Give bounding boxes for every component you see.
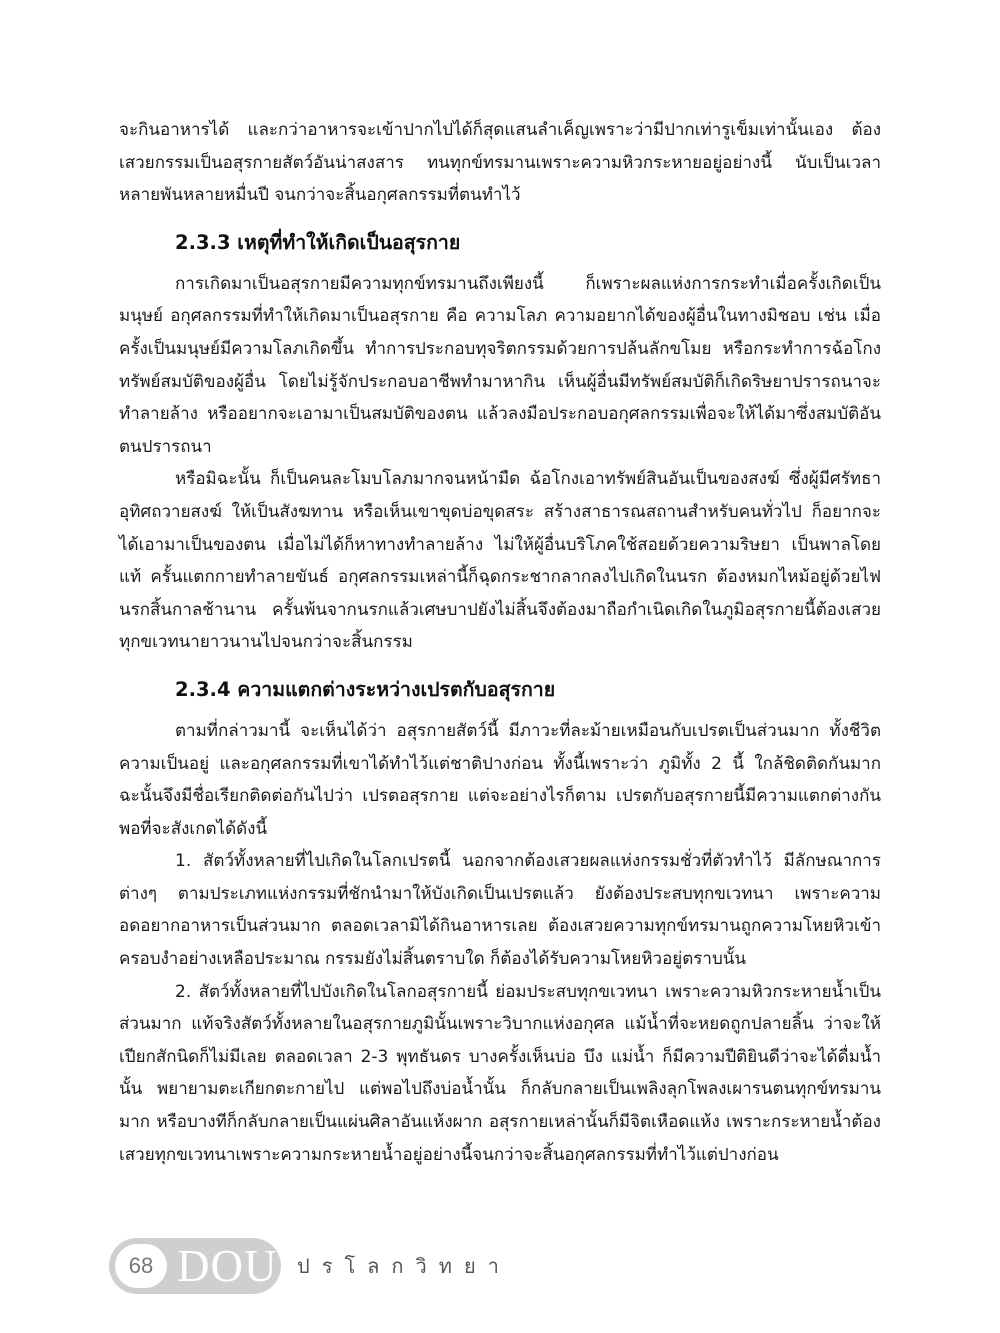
- body-text: [119, 114, 881, 1171]
- paragraph-5: 1. สัตว์ทั้งหลายที่ไปเกิดในโลกเปรตนี้ นอกจากต้องเสวยผลแห่งกรรมชั่วที่ตัวทำไว้ มีลักษณาการต่างๆ ตามประเภทแห่งกรรมที่ชักนำมาให้บังเกิดเป็นเปรตแล้ว ยังต้องประสบทุกขเวทนา เพราะความอดอยากอาหารเป็นส่วนมาก ตลอดเวลามิได้กินอาหารเลย ต้องเสวยความทุกข์ทรมานถูกความโหยหิวเข้าครอบงำอย่างเหลือประมาณ กรรมยังไม่สิ้นตราบใด ก็ต้องได้รับความโหยหิวอยู่ตราบนั้น: [119, 851, 881, 970]
- paragraph-1: จะกินอาหารได้ และกว่าอาหารจะเข้าปากไปได้ก็สุดแสนลำเค็ญเพราะว่ามีปากเท่ารูเข็มเท่านั้นเอง ต้องเสวยกรรมเป็นอสุรกายสัตว์อันน่าสงสาร ทนทุกข์ทรมานเพราะความหิวกระหายอยู่อย่างนี้ นับเป็นเวลาหลายพันหลายหมื่นปี จนกว่าจะสิ้นอกุศลกรรมที่ตนทำไว้: [119, 120, 881, 206]
- paragraph-6: 2. สัตว์ทั้งหลายที่ไปบังเกิดในโลกอสุรกายนี้ ย่อมประสบทุกขเวทนา เพราะความหิวกระหายน้ำเป็นส่วนมาก แท้จริงสัตว์ทั้งหลายในอสุรกายภูมินั้นเพราะวิบากแห่งอกุศล แม้น้ำที่จะหยดถูกปลายลิ้น ว่าจะให้เปียกสักนิดก็ไม่มีเลย ตลอดเวลา 2-3 พุทธันดร บางครั้งเห็นบ่อ บึง แม่น้ำ ก็มีความปีติยินดีว่าจะได้ดื่มน้ำนั้น พยายามตะเกียกตะกายไป แต่พอไปถึงบ่อน้ำนั้น ก็กลับกลายเป็นเพลิงลุกโพลงเผารนตนทุกข์ทรมานมาก หรือบางทีก็กลับกลายเป็นแผ่นศิลาอันแห้งผาก อสุรกายเหล่านั้นก็มีจิตเหือดแห้ง เพราะกระหายน้ำต้องเสวยทุกขเวทนาเพราะความกระหายน้ำอยู่อย่างนี้จนกว่าจะสิ้นอกุศลกรรมที่ทำไว้แต่ปางก่อน: [119, 981, 881, 1165]
- paragraph-3: หรือมิฉะนั้น ก็เป็นคนละโมบโลภมากจนหน้ามืด ฉ้อโกงเอาทรัพย์สินอันเป็นของสงฆ์ ซึ่งผู้มีศรัทธาอุทิศถวายสงฆ์ ให้เป็นสังฆทาน หรือเห็นเขาขุดบ่อขุดสระ สร้างสาธารณสถานสำหรับคนทั่วไป ก็อยากจะได้เอามาเป็นของตน เมื่อไม่ได้ก็หาทางทำลายล้าง ไม่ให้ผู้อื่นบริโภคใช้สอยด้วยความริษยา เป็นพาลโดยแท้ ครั้นแตกกายทำลายขันธ์ อกุศลกรรมเหล่านี้ก็ฉุดกระชากลากลงไปเกิดในนรก ต้องหมกไหม้อยู่ด้วยไฟนรกสิ้นกาลช้านาน ครั้นพ้นจากนรกแล้วเศษบาปยังไม่สิ้นจึงต้องมาถือกำเนิดเกิดในภูมิอสุรกายนี้ต้องเสวยทุกขเวทนายาวนานไปจนกว่าจะสิ้นกรรม: [119, 469, 881, 653]
- dou-logo: DOU: [177, 1241, 278, 1291]
- course-title: ปรโลกวิทยา: [297, 1254, 511, 1278]
- paragraph-4: ตามที่กล่าวมานี้ จะเห็นได้ว่า อสุรกายสัตว์นี้ มีภาวะที่ละม้ายเหมือนกับเปรตเป็นส่วนมาก ทั้งชีวิตความเป็นอยู่ และอกุศลกรรมที่เขาได้ทำไว้แต่ชาติปางก่อน ทั้งนี้เพราะว่า ภูมิทั้ง 2 นี้ ใกล้ชิดติดกันมาก ฉะนั้นจึงมีชื่อเรียกติดต่อกันไปว่า เปรตอสุรกาย แต่จะอย่างไรก็ตาม เปรตกับอสุรกายนี้มีความแตกต่างกัน พอที่จะสังเกตได้ดังนี้: [119, 720, 881, 839]
- paragraph-2: การเกิดมาเป็นอสุรกายมีความทุกข์ทรมานถึงเพียงนี้ ก็เพราะผลแห่งการกระทำเมื่อครั้งเกิดเป็นมนุษย์ อกุศลกรรมที่ทำให้เกิดมาเป็นอสุรกาย คือ ความโลภ ความอยากได้ของผู้อื่นในทางมิชอบ เช่น เมื่อครั้งเป็นมนุษย์มีความโลภเกิดขึ้น ทำการประกอบทุจริตกรรมด้วยการปล้นลักขโมย หรือกระทำการฉ้อโกงทรัพย์สมบัติของผู้อื่น โดยไม่รู้จักประกอบอาชีพทำมาหากิน เห็นผู้อื่นมีทรัพย์สมบัติก็เกิดริษยาปรารถนาจะทำลายล้าง หรืออยากจะเอามาเป็นสมบัติของตน แล้วลงมือประกอบอกุศลกรรมเพื่อจะให้ได้มาซึ่งสมบัติอันตนปรารถนา: [119, 273, 881, 457]
- footer-badge: [109, 1238, 281, 1294]
- section-heading-2-3-3: 2.3.3 เหตุที่ทำให้เกิดเป็นอสุรกาย: [175, 230, 461, 254]
- section-heading-2-3-4: 2.3.4 ความแตกต่างระหว่างเปรตกับอสุรกาย: [175, 677, 556, 701]
- page-number: 68: [115, 1244, 167, 1288]
